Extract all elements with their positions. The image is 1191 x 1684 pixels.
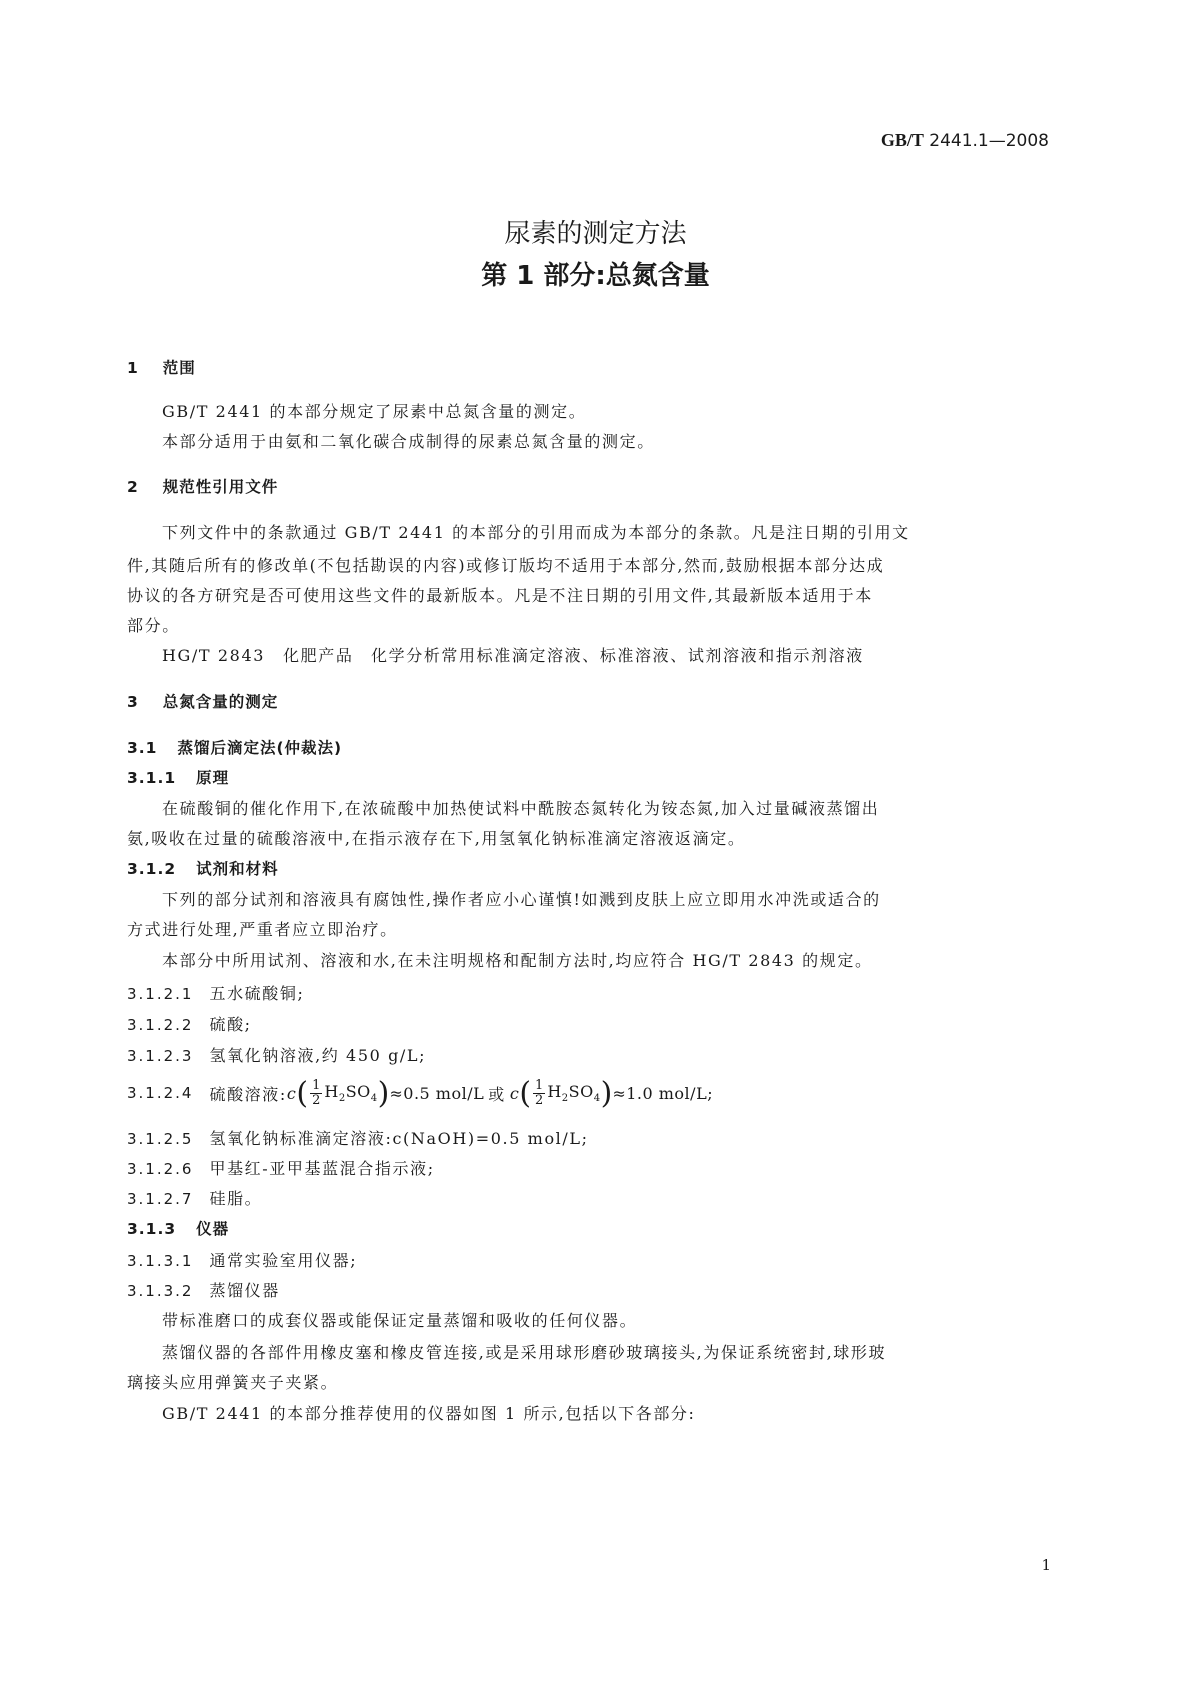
item-text: 硅脂。	[209, 1189, 263, 1208]
reference-code: HG/T 2843	[162, 646, 266, 665]
item-number: 3.1.2.4	[127, 1084, 194, 1102]
paragraph-line: 下列文件中的条款通过 GB/T 2441 的本部分的引用而成为本部分的条款。凡是注日期的引用文	[162, 523, 910, 542]
item-number: 3.1.3.1	[127, 1252, 194, 1270]
formula-value: ≈0.5 mol/L	[389, 1083, 485, 1103]
formula-variable: c	[286, 1083, 297, 1103]
open-paren-icon: (	[519, 1075, 532, 1111]
chemical-formula: $H_2SO_4$	[324, 1081, 378, 1105]
item-number: 3.1.2.7	[127, 1190, 194, 1208]
section-3-1-2-heading	[127, 857, 279, 879]
normative-reference	[162, 643, 864, 666]
list-item	[127, 1012, 252, 1035]
list-item	[127, 1278, 280, 1301]
section-1-heading	[127, 356, 196, 378]
paragraph-line: 本部分中所用试剂、溶液和水,在未注明规格和配制方法时,均应符合 HG/T 2843 的规定。	[162, 951, 873, 970]
paragraph-line: 件,其随后所有的修改单(不包括勘误的内容)或修订版均不适用于本部分,然而,鼓励根据本部分达成	[127, 556, 885, 575]
chemical-formula: $H_2SO_4$	[547, 1081, 601, 1105]
section-title: 仪器	[196, 1220, 230, 1238]
paragraph-line: 在硫酸铜的催化作用下,在浓硫酸中加热使试料中酰胺态氮转化为铵态氮,加入过量碱液蒸馏出	[162, 799, 880, 818]
paragraph-line: GB/T 2441 的本部分推荐使用的仪器如图 1 所示,包括以下各部分:	[162, 1404, 696, 1423]
item-text: 氢氧化钠溶液,约 450 g/L;	[209, 1046, 427, 1065]
section-number: 2	[127, 478, 139, 496]
paragraph: GB/T 2441 的本部分规定了尿素中总氮含量的测定。	[162, 402, 587, 421]
item-text: 五水硫酸铜;	[209, 984, 305, 1003]
section-number: 3	[127, 693, 139, 711]
formula-value: ≈1.0 mol/L;	[612, 1083, 714, 1103]
item-text: 硫酸溶液:	[209, 1084, 287, 1104]
section-title: 蒸馏后滴定法(仲裁法)	[177, 739, 343, 757]
document-title: 尿素的测定方法	[504, 219, 687, 249]
standard-number: 2441.1—2008	[929, 131, 1049, 151]
section-title: 范围	[162, 359, 196, 377]
paragraph-line: 氨,吸收在过量的硫酸溶液中,在指示液存在下,用氢氧化钠标准滴定溶液返滴定。	[127, 829, 746, 848]
section-3-1-1-heading	[127, 766, 229, 788]
reference-title: 化肥产品 化学分析常用标准滴定溶液、标准溶液、试剂溶液和指示剂溶液	[283, 646, 864, 665]
item-text: 蒸馏仪器	[209, 1281, 280, 1300]
item-text: 通常实验室用仪器;	[209, 1251, 358, 1270]
section-2-heading	[127, 475, 278, 497]
item-text: 甲基红-亚甲基蓝混合指示液;	[209, 1159, 435, 1178]
item-number: 3.1.2.1	[127, 985, 194, 1003]
list-item	[127, 1156, 435, 1179]
list-item	[127, 1073, 713, 1113]
section-title: 规范性引用文件	[162, 478, 279, 496]
item-text: 氢氧化钠标准滴定溶液:c(NaOH)=0.5 mol/L;	[209, 1129, 589, 1148]
standard-prefix: GB/T	[880, 130, 924, 150]
paragraph-line: 方式进行处理,严重者应立即治疗。	[127, 920, 398, 939]
close-paren-icon: )	[600, 1075, 613, 1111]
item-number: 3.1.3.2	[127, 1282, 194, 1300]
section-title: 总氮含量的测定	[162, 693, 279, 711]
section-title: 原理	[196, 769, 230, 787]
section-number: 3.1	[127, 739, 158, 757]
list-item	[127, 1248, 357, 1271]
document-subtitle: 第 1 部分:总氮含量	[481, 261, 710, 291]
section-3-heading	[127, 690, 278, 712]
conjunction: 或	[488, 1084, 506, 1104]
close-paren-icon: )	[377, 1075, 390, 1111]
list-item	[127, 981, 304, 1004]
section-number: 3.1.1	[127, 769, 177, 787]
item-text: 硫酸;	[209, 1015, 252, 1034]
fraction: $\frac{1}{2}$	[312, 1077, 321, 1108]
paragraph-line: 部分。	[127, 616, 180, 635]
list-item	[127, 1186, 262, 1209]
section-number: 1	[127, 359, 139, 377]
section-3-1-3-heading	[127, 1217, 229, 1239]
item-number: 3.1.2.6	[127, 1160, 194, 1178]
paragraph-line: 带标准磨口的成套仪器或能保证定量蒸馏和吸收的任何仪器。	[162, 1311, 638, 1330]
section-number: 3.1.3	[127, 1220, 177, 1238]
paragraph-line: 下列的部分试剂和溶液具有腐蚀性,操作者应小心谨慎!如溅到皮肤上应立即用水冲洗或适合的	[162, 890, 881, 909]
list-item	[127, 1126, 589, 1149]
item-number: 3.1.2.2	[127, 1016, 194, 1034]
paragraph-line: 协议的各方研究是否可使用这些文件的最新版本。凡是不注日期的引用文件,其最新版本适用于本	[127, 586, 873, 605]
item-number: 3.1.2.5	[127, 1130, 194, 1148]
paragraph-line: 蒸馏仪器的各部件用橡皮塞和橡皮管连接,或是采用球形磨砂玻璃接头,为保证系统密封,球形玻	[162, 1343, 887, 1362]
formula-variable: c	[509, 1083, 520, 1103]
paragraph: 本部分适用于由氨和二氧化碳合成制得的尿素总氮含量的测定。	[162, 432, 655, 451]
list-item	[127, 1043, 426, 1066]
section-3-1-heading	[127, 736, 342, 758]
fraction: $\frac{1}{2}$	[535, 1077, 544, 1108]
section-number: 3.1.2	[127, 860, 177, 878]
page-number: 1	[1041, 1556, 1051, 1574]
section-title: 试剂和材料	[196, 860, 279, 878]
standard-code	[881, 130, 1049, 151]
paragraph-line: 璃接头应用弹簧夹子夹紧。	[127, 1373, 339, 1392]
item-number: 3.1.2.3	[127, 1047, 194, 1065]
open-paren-icon: (	[296, 1075, 309, 1111]
